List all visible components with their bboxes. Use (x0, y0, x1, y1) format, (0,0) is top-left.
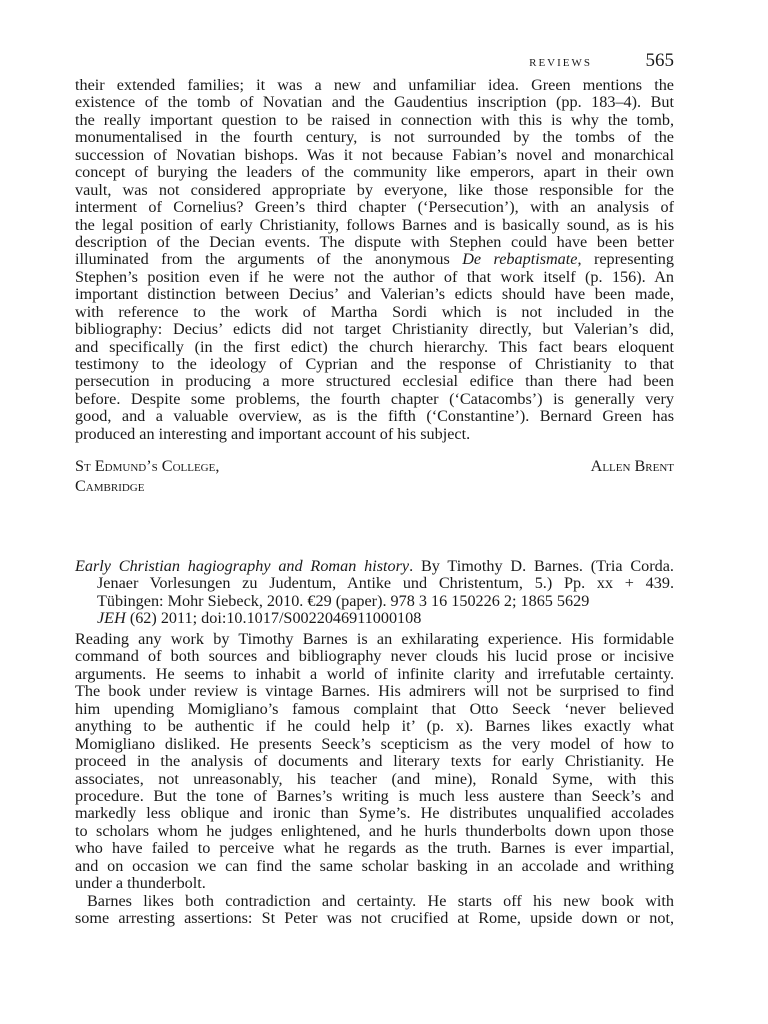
text-segment: interment of Cornelius? Green’s third chapter (‘Persecution’), with an analysis of (75, 198, 674, 217)
text-segment: markedly less oblique and ironic than Syme’s. He distributes unqualified accolades (75, 804, 674, 823)
text-line (75, 356, 674, 373)
text-line (75, 648, 674, 665)
text-segment: (62) 2011; doi:10.1017/S0022046911000108 (125, 609, 422, 628)
text-line (75, 269, 674, 286)
text-segment: Momigliano disliked. He presents Seeck’s scepticism as the very model of how to (75, 734, 674, 753)
text-line (75, 426, 674, 443)
text-line (75, 823, 674, 840)
text-line (75, 593, 674, 610)
italic-title: De rebaptismate (462, 250, 578, 269)
text-segment: anything to be authentic if he could help it’ (p. x). Barnes likes exactly what (75, 717, 674, 736)
text-segment: and on occasion we can find the same scholar basking in an accolade and writhing (75, 856, 674, 875)
text-segment: under a thunderbolt. (75, 874, 206, 893)
text-line (75, 610, 674, 627)
text-line (75, 683, 674, 700)
italic-title: Early Christian hagiography and Roman history (75, 557, 410, 575)
text-segment: the legal position of early Christianity, follows Barnes and is basically sound, as is his (75, 215, 674, 234)
review-2-citation (75, 558, 674, 628)
text-segment: to scholars whom he judges enlightened, and he hurls thunderbolts down upon those (75, 821, 674, 840)
text-line (75, 788, 674, 805)
text-segment: The book under review is vintage Barnes. His admirers will not be surprised to find (75, 682, 674, 701)
running-head-title: reviews (529, 54, 592, 70)
text-segment: Jenaer Vorlesungen zu Judentum, Antike und Christentum, 5.) Pp. xx + 439. (97, 574, 674, 593)
text-segment: Stephen’s position even if he were not the author of that work itself (p. 156). An (75, 267, 674, 286)
text-segment: some arresting assertions: St Peter was not crucified at Rome, upside down or not, (75, 909, 674, 927)
text-segment: illuminated from the arguments of the anonymous (75, 250, 463, 269)
text-line (75, 558, 674, 575)
text-segment: who have failed to perceive what he regards as the truth. Barnes is ever impartial, (75, 839, 674, 858)
text-line (75, 321, 674, 338)
text-line (75, 304, 674, 321)
text-segment: . By Timothy D. Barnes. (Tria Corda. (409, 557, 674, 575)
text-segment: , representing (577, 250, 674, 269)
text-segment: procedure. But the tone of Barnes’s writing is much less austere than Seeck’s and (75, 786, 674, 805)
text-line (75, 251, 674, 268)
text-line (75, 199, 674, 216)
text-segment: important distinction between Decius’ and Valerian’s edicts should have been made, (75, 285, 674, 304)
text-line (75, 373, 674, 390)
text-line (75, 858, 674, 875)
running-head (75, 50, 674, 72)
text-segment: with reference to the work of Martha Sordi which is not included in the (75, 302, 674, 321)
text-segment: description of the Decian events. The dispute with Stephen could have been better (75, 232, 674, 251)
text-segment: good, and a valuable overview, as is the fifth (‘Constantine’). Bernard Green has (75, 407, 674, 426)
text-segment: him upending Momigliano’s famous complaint that Otto Seeck ‘never believed (75, 699, 674, 718)
text-segment: produced an interesting and important account of his subject. (75, 424, 471, 443)
text-segment: concept of burying the leaders of the community like emperors, apart in their own (75, 163, 674, 182)
text-segment: monumentalised in the fourth century, is not surrounded by the tombs of the (75, 128, 674, 147)
text-line (75, 910, 674, 927)
text-line (75, 575, 674, 592)
text-line (75, 94, 674, 111)
text-segment: Barnes likes both contradiction and certainty. He starts off his new book with (87, 891, 674, 910)
text-line (75, 875, 674, 892)
text-line (75, 771, 674, 788)
text-segment: Tübingen: Mohr Siebeck, 2010. €29 (paper). 978 3 16 150226 2; 1865 5629 (97, 591, 590, 610)
text-segment: and specifically (in the first edict) the church hierarchy. This fact bears eloquent (75, 337, 674, 356)
reviewer-affiliation-line2: Cambridge (75, 477, 145, 495)
text-line (75, 234, 674, 251)
text-segment: associates, not unreasonably, his teacher (and mine), Ronald Syme, with this (75, 769, 674, 788)
text-line (75, 391, 674, 408)
reviewer-name: Allen Brent (590, 457, 674, 475)
text-segment: testimony to the ideology of Cyprian and the response of Christianity to that (75, 355, 674, 373)
text-segment: proceed in the analysis of documents and literary texts for early Christianity. He (75, 752, 674, 771)
text-segment: persecution in producing a more structured ecclesial edifice than there had been (75, 372, 674, 391)
text-line (75, 893, 674, 910)
text-segment: before. Despite some problems, the fourth chapter (‘Catacombs’) is generally very (75, 389, 674, 408)
text-line (75, 701, 674, 718)
text-segment: existence of the tomb of Novatian and the Gaudentius inscription (pp. 183–4). But (75, 93, 674, 112)
text-line (75, 164, 674, 181)
text-line (75, 840, 674, 857)
text-line (75, 286, 674, 303)
text-segment: bibliography: Decius’ edicts did not target Christianity directly, but Valerian’s did, (75, 320, 674, 339)
text-line (75, 718, 674, 735)
page-number: 565 (645, 50, 674, 71)
text-line (75, 805, 674, 822)
text-segment: their extended families; it was a new and unfamiliar idea. Green mentions the (75, 76, 674, 94)
text-line (75, 666, 674, 683)
reviewer-affiliation-line1: St Edmund’s College, (75, 457, 220, 475)
review-2-body (75, 631, 674, 927)
text-line (75, 339, 674, 356)
text-segment: arguments. He seems to inhabit a world of infinite clarity and irrefutable certainty. (75, 664, 674, 683)
text-line (75, 408, 674, 425)
text-line (75, 147, 674, 164)
text-segment: command of both sources and bibliography never clouds his lucid prose or incisive (75, 647, 674, 666)
text-line (75, 112, 674, 129)
text-line (75, 217, 674, 234)
text-line (75, 736, 674, 753)
text-segment: Reading any work by Timothy Barnes is an exhilarating experience. His formidable (75, 630, 674, 648)
text-line (75, 77, 674, 94)
text-line (75, 753, 674, 770)
text-line (75, 182, 674, 199)
text-line (75, 129, 674, 146)
text-segment: succession of Novatian bishops. Was it not because Fabian’s novel and monarchical (75, 145, 674, 164)
review-1-body (75, 77, 674, 443)
text-segment: the really important question to be raised in connection with this is why the tomb, (75, 110, 674, 129)
text-line (75, 631, 674, 648)
italic-title: JEH (97, 609, 126, 628)
text-segment: vault, was not considered appropriate by everyone, like those responsible for the (75, 180, 674, 199)
